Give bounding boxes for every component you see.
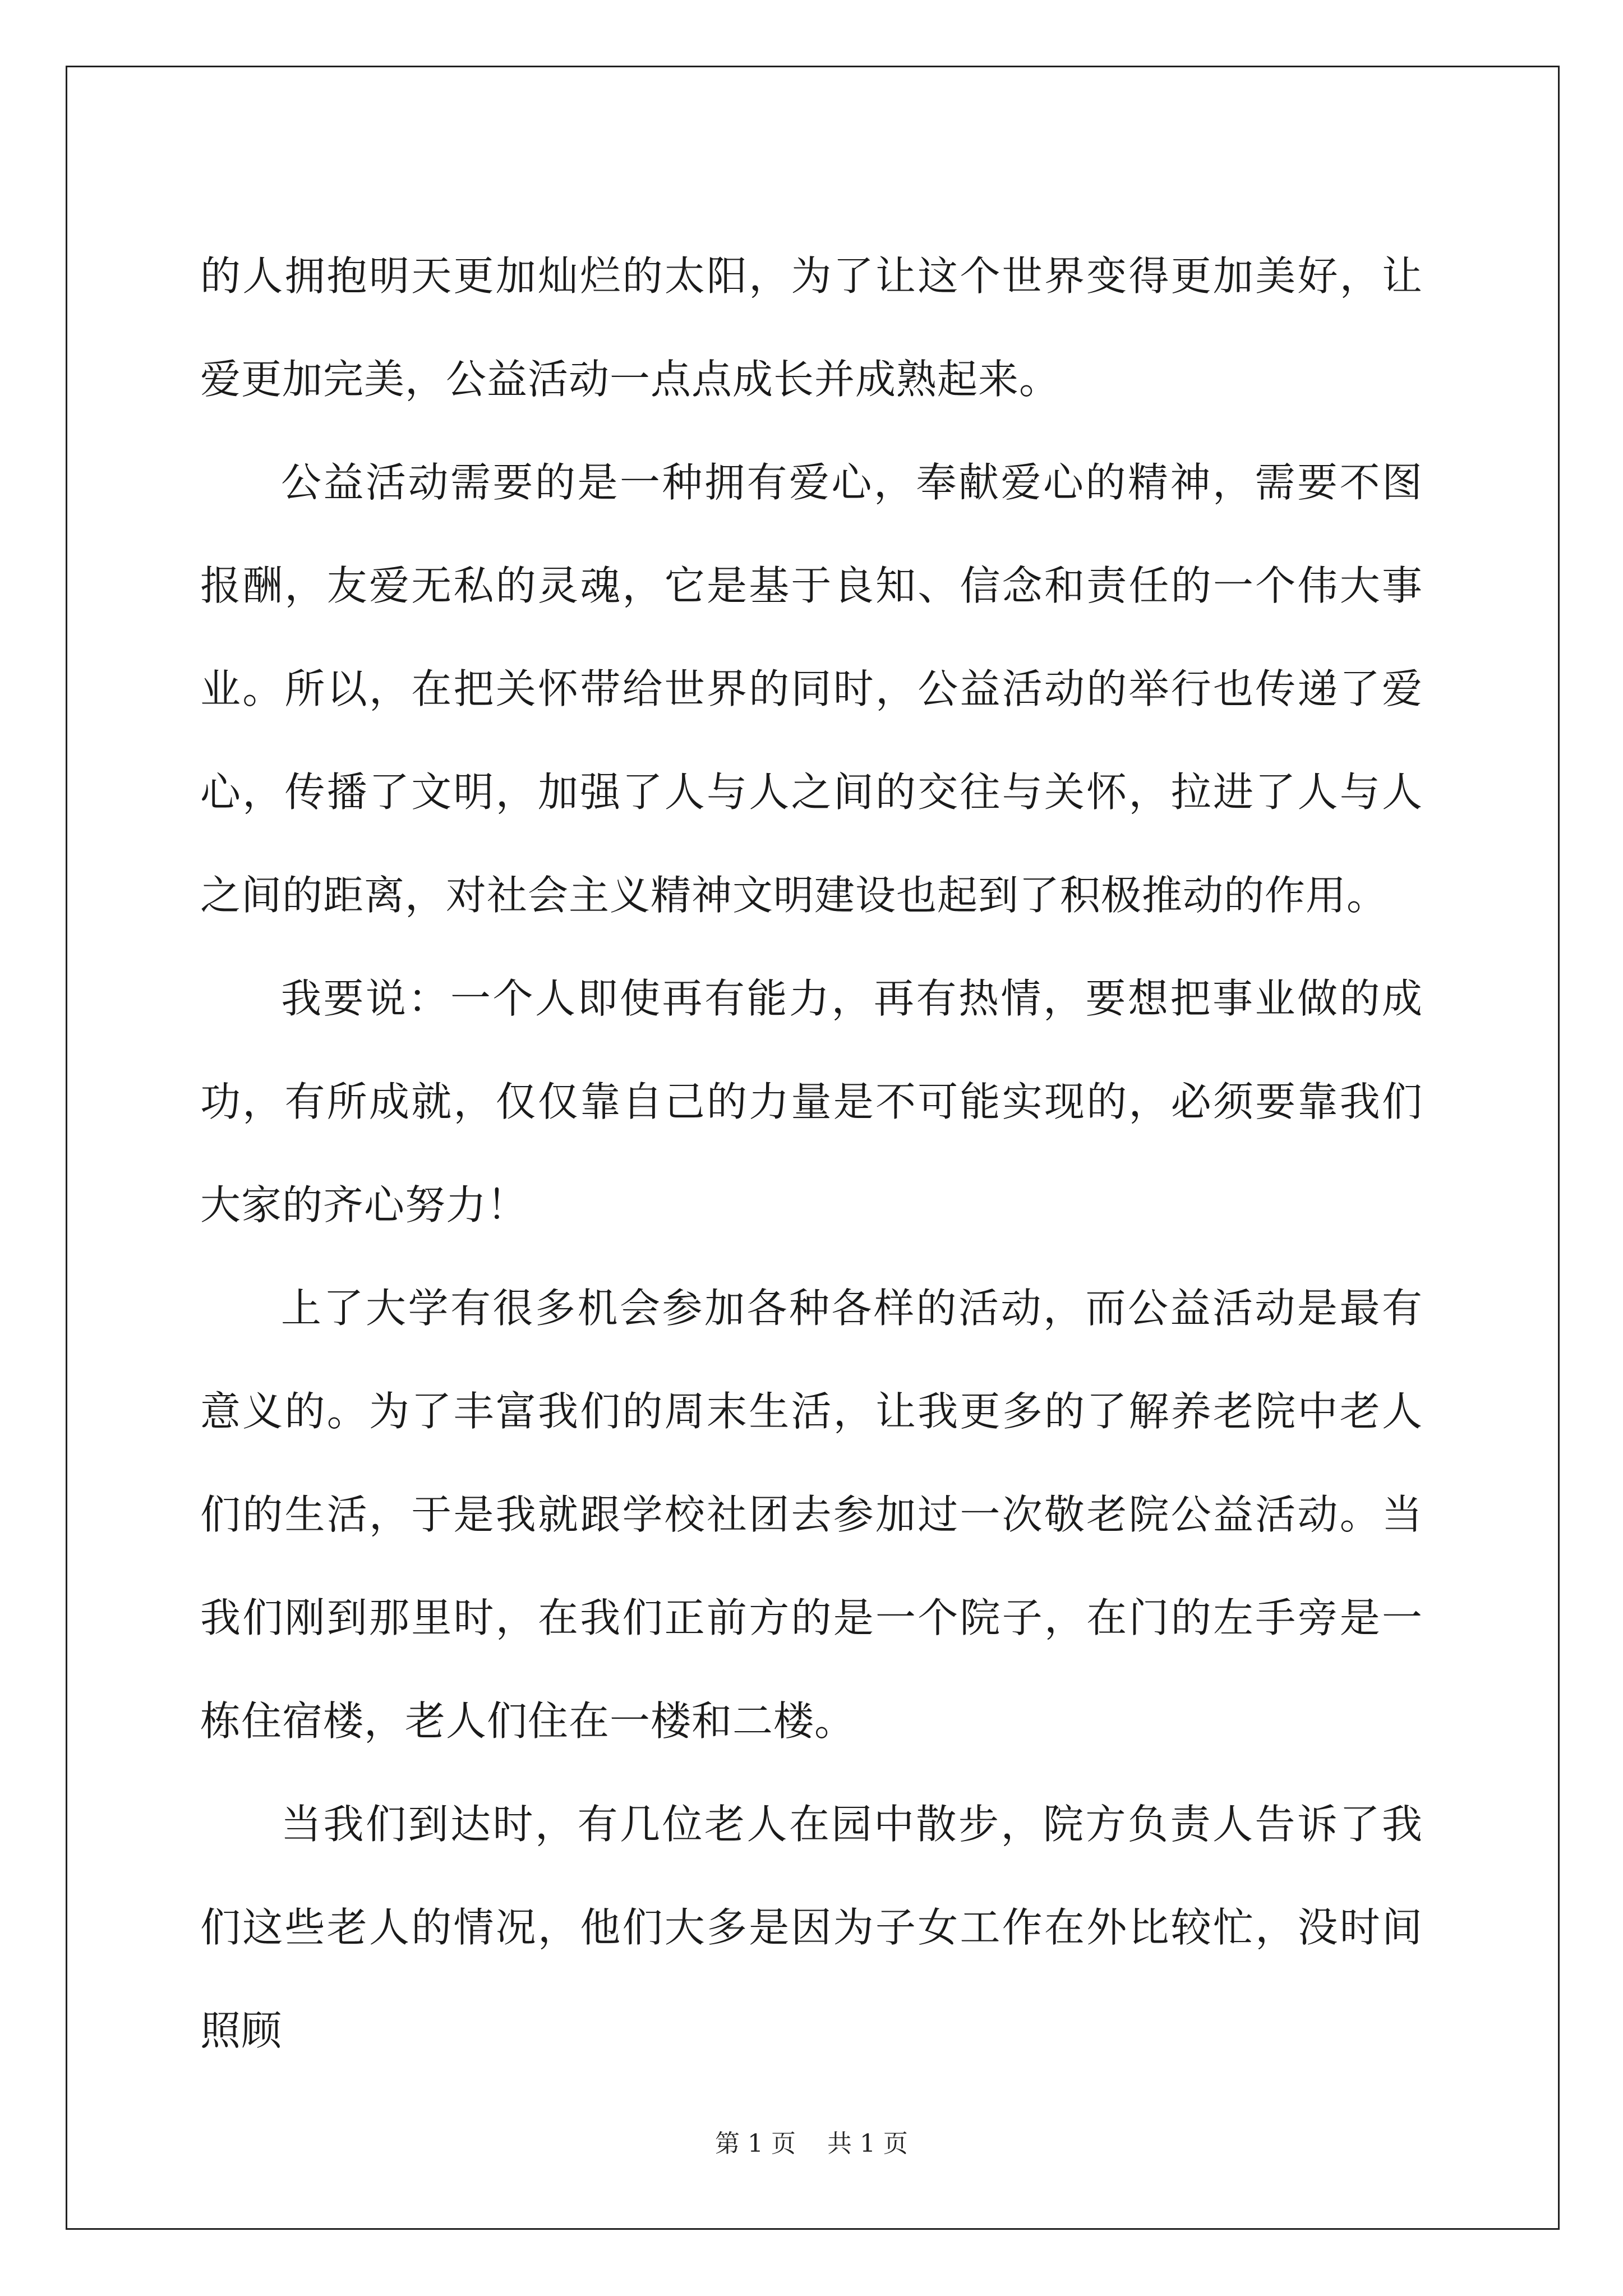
document-body: [200, 224, 1423, 2082]
paragraph-2: 公益活动需要的是一种拥有爱心，奉献爱心的精神，需要不图报酬，友爱无私的灵魂，它是基于良知、信念和责任的一个伟大事业。所以，在把关怀带给世界的同时，公益活动的举行也传递了爱心，传播了文明，加强了人与人之间的交往与关怀，拉进了人与人之间的距离，对社会主义精神文明建设也起到了积极推动的作用。: [200, 459, 1423, 919]
paragraph-1: 的人拥抱明天更加灿烂的太阳，为了让这个世界变得更加美好，让爱更加完美，公益活动一点点成长并成熟起来。: [200, 252, 1423, 403]
paragraph-3: 我要说：一个人即使再有能力，再有热情，要想把事业做的成功，有所成就，仅仅靠自己的力量是不可能实现的，必须要靠我们大家的齐心努力！: [200, 975, 1423, 1228]
page-number-footer: 第 1 页 共 1 页: [715, 2129, 908, 2158]
paragraph-4: 上了大学有很多机会参加各种各样的活动，而公益活动是最有意义的。为了丰富我们的周末生活，让我更多的了解养老院中老人们的生活，于是我就跟学校社团去参加过一次敬老院公益活动。当我们刚到那里时，在我们正前方的是一个院子，在门的左手旁是一栋住宿楼，老人们住在一楼和二楼。: [200, 1285, 1423, 1745]
paragraph-5: 当我们到达时，有几位老人在园中散步，院方负责人告诉了我们这些老人的情况，他们大多是因为子女工作在外比较忙，没时间照顾: [200, 1801, 1423, 2054]
